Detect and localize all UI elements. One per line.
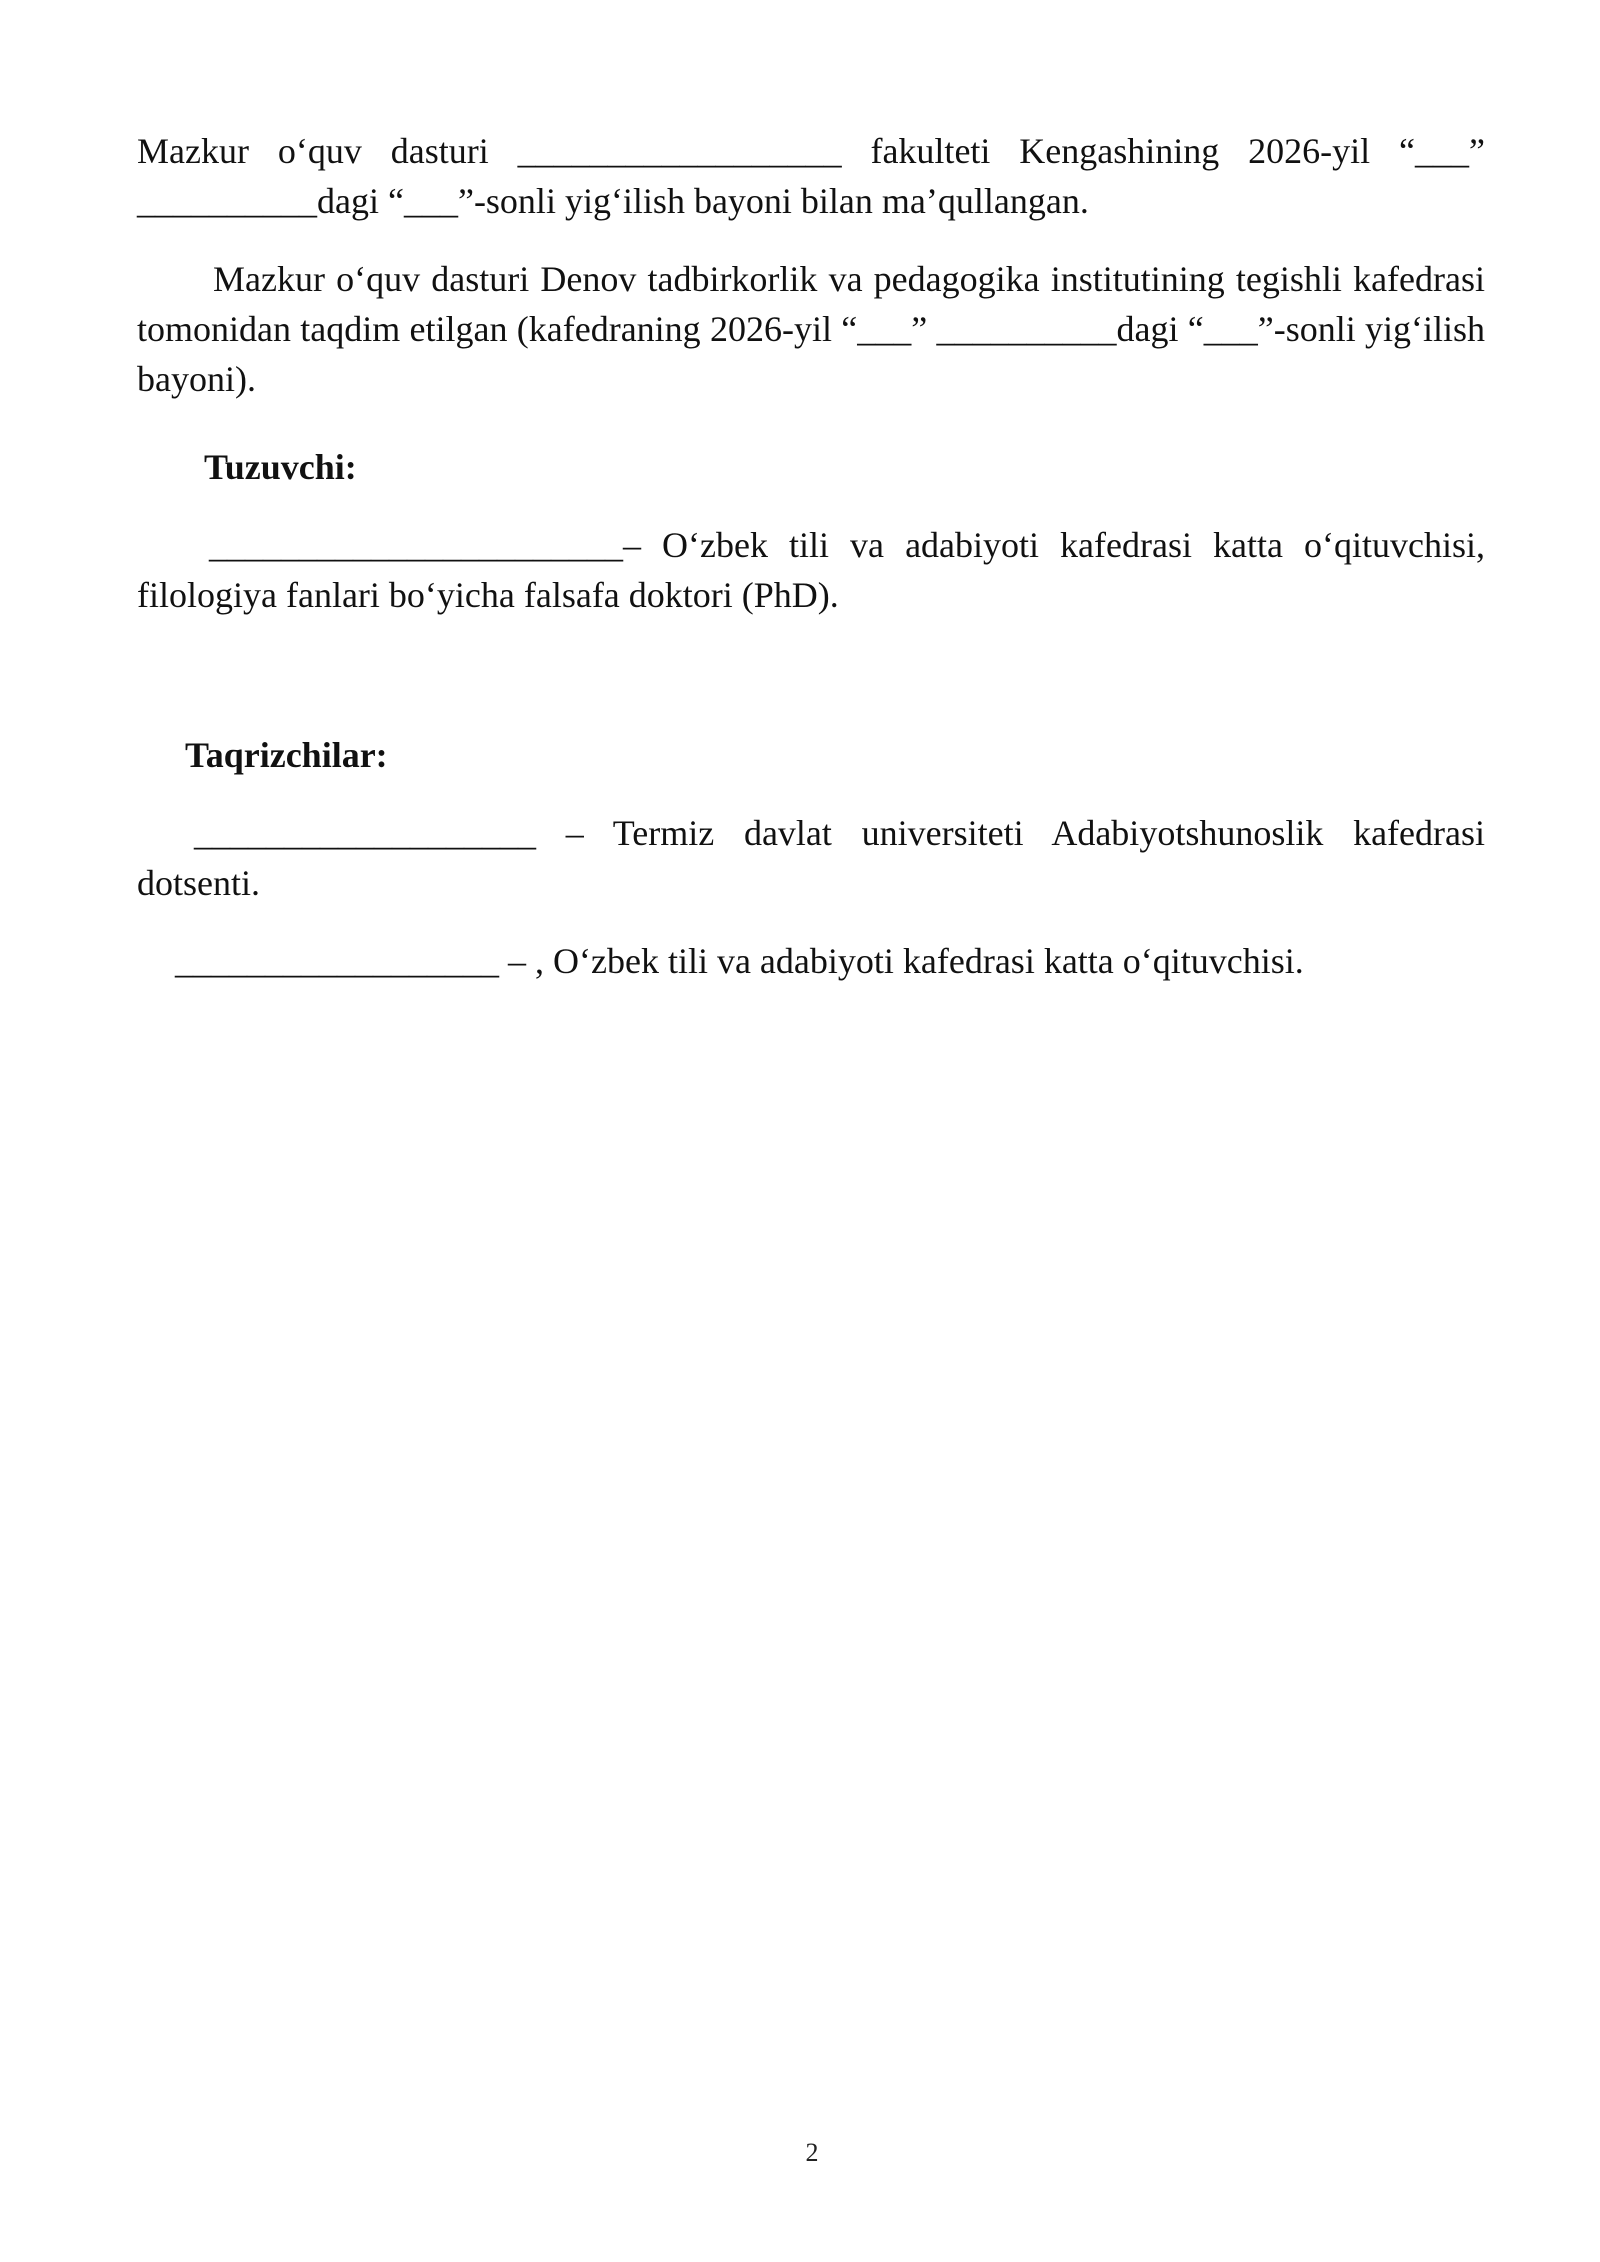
compiler-heading: Tuzuvchi: (204, 447, 357, 487)
approval-department-paragraph: Mazkur o‘quv dasturi Denov tadbirkorlik va pedagogika institutining tegishli kafedrasi tomonidan taqdim etilgan (kafedraning 2026-yil “___” __________dagi “___”-sonli yig‘ilish bayoni). (137, 259, 1485, 399)
reviewers-heading: Taqrizchilar: (185, 735, 388, 775)
compiler-entry: _______________________– O‘zbek tili va adabiyoti kafedrasi katta o‘qituvchisi, filologiya fanlari bo‘yicha falsafa doktori (PhD). (137, 525, 1485, 615)
page-number: 2 (805, 2138, 819, 2167)
reviewer-entry-1: ___________________ – Termiz davlat universiteti Adabiyotshunoslik kafedrasi dotsenti. (137, 813, 1485, 903)
reviewer-entry-2: __________________ – , O‘zbek tili va adabiyoti kafedrasi katta o‘qituvchisi. (175, 941, 1304, 981)
approval-council-paragraph: Mazkur o‘quv dasturi __________________ fakulteti Kengashining 2026-yil “___” __________dagi “___”-sonli yig‘ilish bayoni bilan ma’qullangan. (137, 131, 1485, 221)
document-body (137, 126, 1485, 986)
